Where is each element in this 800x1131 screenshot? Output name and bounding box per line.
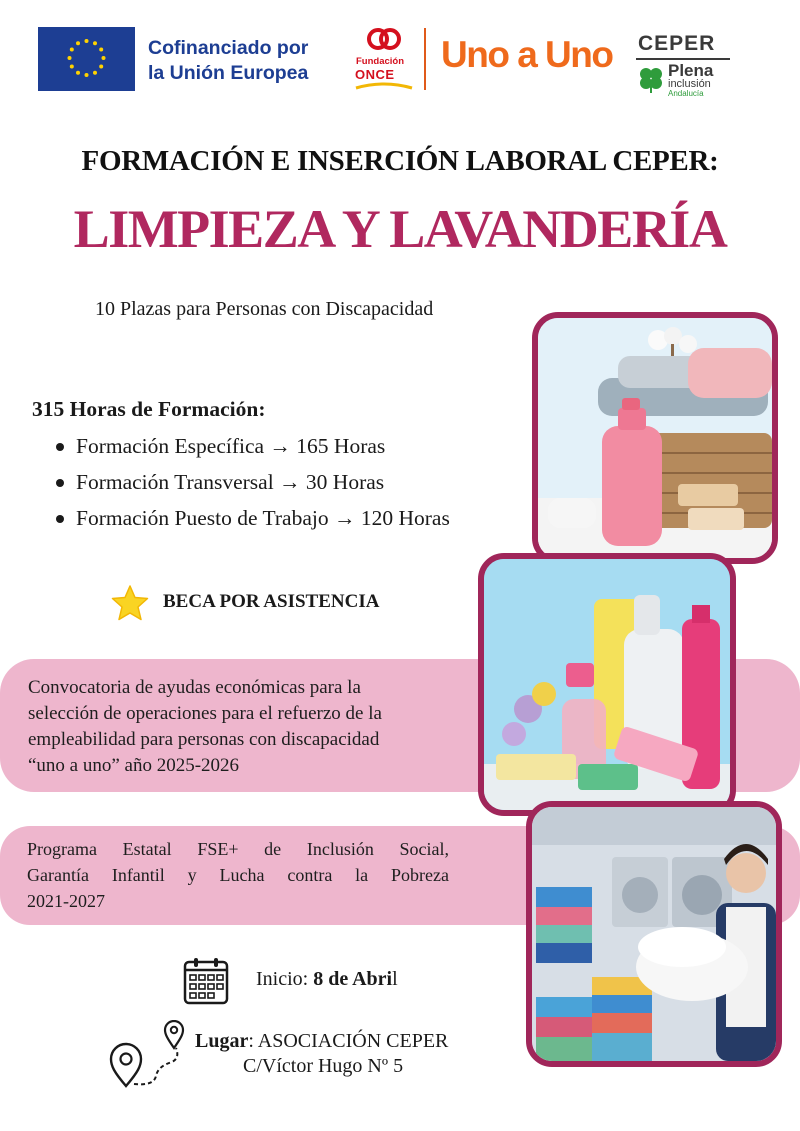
list-item: Formación Puesto de Trabajo → 120 Horas xyxy=(54,500,450,536)
laundry-worker-photo xyxy=(526,801,782,1067)
route-pin-icon xyxy=(104,1040,184,1090)
once-logo-icon xyxy=(352,24,418,94)
page-subtitle: LIMPIEZA Y LAVANDERÍA xyxy=(73,199,727,259)
laundry-basket-photo xyxy=(532,312,778,564)
ceper-plena-logo xyxy=(632,30,737,100)
list-item: Formación Específica → 165 Horas xyxy=(54,428,450,464)
ceper-label: CEPER xyxy=(638,32,716,55)
hours-list xyxy=(54,428,450,536)
once-name-label: ONCE xyxy=(355,67,395,82)
inicio-text: Inicio: 8 de Abril xyxy=(256,968,398,990)
programa-text: Programa Estatal FSE+ de Inclusión Social, Garantía Infantil y Lucha contra la Pobreza 2021-2027 xyxy=(27,839,449,911)
plena-clover-icon xyxy=(636,64,666,94)
eu-cofinanciado-text: Cofinanciado por la Unión Europea xyxy=(148,37,309,84)
address-text: C/Víctor Hugo Nº 5 xyxy=(243,1055,404,1077)
ceper-rule xyxy=(636,58,730,60)
beca-label: BECA POR ASISTENCIA xyxy=(163,591,380,612)
inclusion-label: inclusión xyxy=(668,78,711,90)
once-foundation-label: Fundación xyxy=(356,56,405,67)
lugar-text: Lugar: ASOCIACIÓN CEPER xyxy=(195,1030,449,1052)
plena-label: Plena xyxy=(668,61,714,80)
cleaning-products-photo xyxy=(478,553,736,816)
list-item: Formación Transversal → 30 Horas xyxy=(54,464,450,500)
page-title: FORMACIÓN E INSERCIÓN LABORAL CEPER: xyxy=(81,145,719,177)
hours-heading: 315 Horas de Formación: xyxy=(32,397,266,421)
andalucia-label: Andalucía xyxy=(668,89,704,98)
uno-a-uno-logo: Uno a Uno xyxy=(441,34,613,75)
star-icon xyxy=(111,584,149,622)
convocatoria-text: Convocatoria de ayudas económicas para la selección de operaciones para el refuerzo de la empleabilidad para personas con discapacidad “uno a uno” año 2025-2026 xyxy=(28,677,382,776)
calendar-icon xyxy=(182,956,230,1006)
eu-flag-icon xyxy=(38,27,135,91)
plazas-text: 10 Plazas para Personas con Discapacidad xyxy=(95,298,434,320)
header-divider xyxy=(424,28,426,90)
